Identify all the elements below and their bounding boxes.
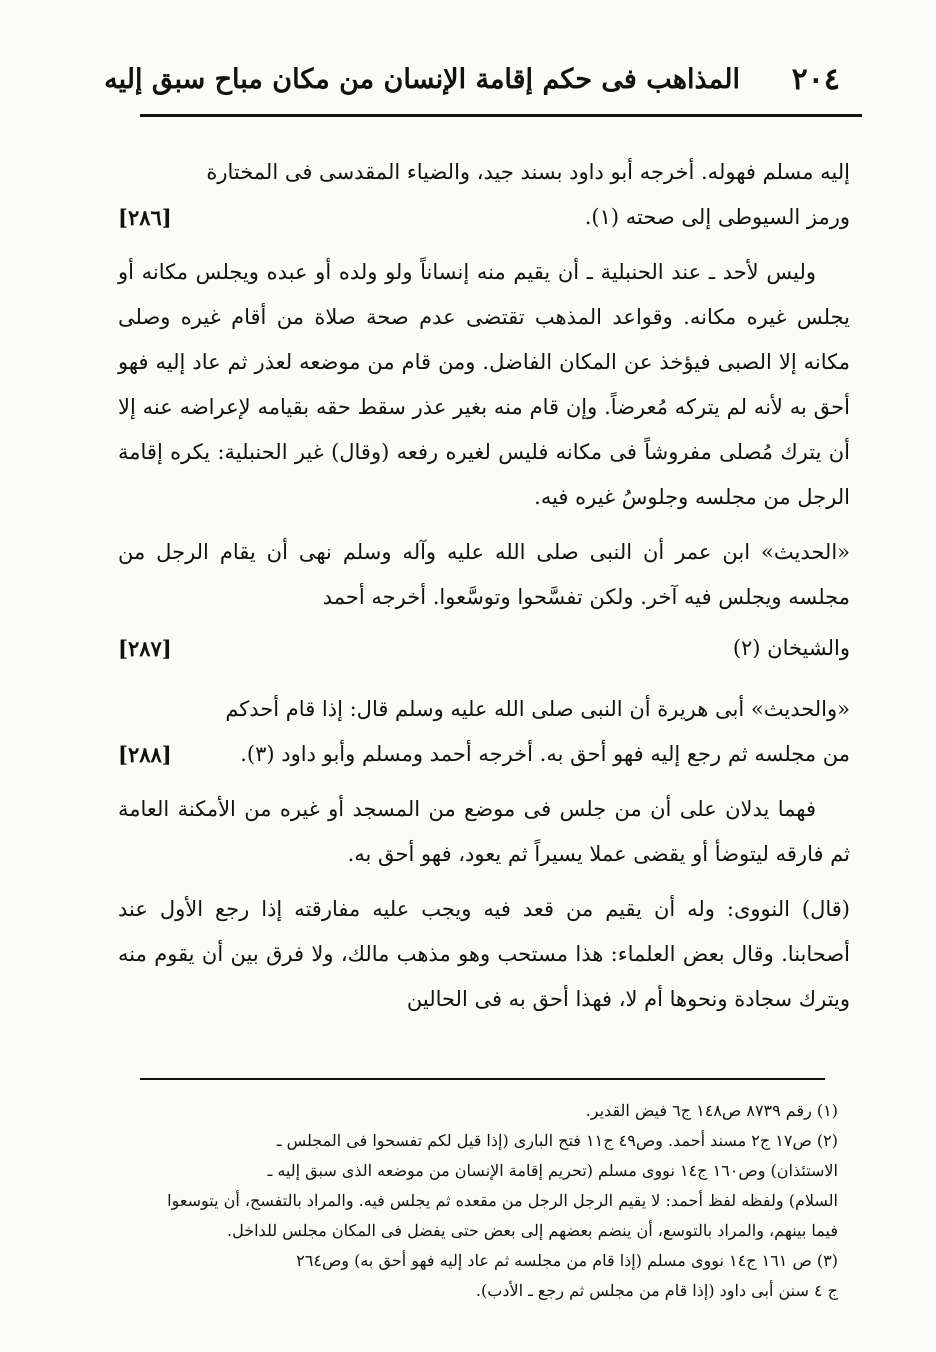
footnote-1: (١) رقم ٨٧٣٩ ص١٤٨ ج٦ فيض القدير. [585, 1101, 838, 1120]
footnote-2-line-2: الاستئذان) وص١٦٠ ج١٤ نووى مسلم (تحريم إقامة الإنسان من موضعه الذى سبق إليه ـ [267, 1161, 838, 1180]
paragraph-hadith-ibn-umar-last-line [118, 626, 850, 671]
page-header [104, 58, 850, 108]
footnote-2-line-4: فيما بينهم، والمراد بالتوسع، أن ينضم بعضهم إلى بعض حتى يفضل فى المكان مجلس للداخل. [227, 1221, 838, 1240]
reference-number-286: [٢٨٦] [118, 205, 172, 230]
paragraph-hadith-ibn-umar: «الحديث» ابن عمر أن النبى صلى الله عليه وآله وسلم نهى أن يقام الرجل من مجلسه ويجلس فيه آخر. ولكن تفسَّحوا وتوسَّعوا. أخرجه أحمد [118, 540, 850, 609]
paragraph-1-line-1: إليه مسلم فهوله. أخرجه أبو داود بسند جيد، والضياء المقدسى فى المختارة [206, 160, 850, 184]
paragraph-hadith-abu-hurayra: «والحديث» أبى هريرة أن النبى صلى الله عليه وسلم قال: إذا قام أحدكم [225, 697, 850, 721]
footnotes [118, 1096, 838, 1306]
running-title: المذاهب فى حكم إقامة الإنسان من مكان مباح سبق إليه [104, 64, 740, 95]
paragraph-1-line-2 [118, 195, 850, 240]
hadith-ibn-umar-last-text: والشيخان (٢) [732, 636, 850, 660]
footnote-3-line-2: ج ٤ سنن أبى داود (إذا قام من مجلس ثم رجع ـ الأدب). [475, 1281, 838, 1300]
reference-number-288: [٢٨٨] [118, 742, 172, 767]
paragraph-hadith-abu-hurayra-last-line [118, 732, 850, 777]
footnote-2-line-3: السلام) ولفظه لفظ أحمد: لا يقيم الرجل الرجل من مقعده ثم يجلس فيه. والمراد بالتفسح، أن يتوسعوا [167, 1191, 838, 1210]
page-number: ٢٠٤ [791, 62, 840, 97]
paragraph-1-line-2-text: ورمز السيوطى إلى صحته (١). [584, 205, 850, 229]
footnote-3-line-1: (٣) ص ١٦١ ج١٤ نووى مسلم (إذا قام من مجلسه ثم عاد إليه فهو أحق به) وص٢٦٤ [296, 1251, 838, 1270]
reference-number-287: [٢٨٧] [118, 636, 172, 661]
header-rule [140, 114, 862, 117]
paragraph-nawawi: (قال) النووى: وله أن يقيم من قعد فيه ويجب عليه مفارقته إذا رجع الأول عند أصحابنا. وقال بعض العلماء: هذا مستحب وهو مذهب مالك، ولا فرق بين أن يقوم منه ويترك سجادة ونحوها أم لا، فهذا أحق به فى الحالين [118, 897, 850, 1011]
footnote-2-line-1: (٢) ص١٧ ج٢ مسند أحمد. وص٤٩ ج١١ فتح البارى (إذا قيل لكم تفسحوا فى المجلس ـ [276, 1131, 838, 1150]
hadith-abu-hurayra-last-text: من مجلسه ثم رجع إليه فهو أحق به. أخرجه أحمد ومسلم وأبو داود (٣). [240, 742, 850, 766]
paragraph-hanbali: وليس لأحد ـ عند الحنبلية ـ أن يقيم منه إنساناً ولو ولده أو عبده ويجلس مكانه أو يجلس غيره مكانه. وقواعد المذهب تقتضى عدم صحة صلاة من أقام غيره وصلى مكانه إلا الصبى فيؤخذ عن المكان الفاضل. ومن قام من موضعه لعذر ثم عاد إليه فهو أحق به لأنه لم يتركه مُعرضاً. وإن قام منه بغير عذر سقط حقه بقيامه لإعراضه عنه إلا أن يترك مُصلى مفروشاً فى مكانه فليس لغيره رفعه (وقال) غير الحنبلية: يكره إقامة الرجل من مجلسه وجلوسُ غيره فيه. [118, 260, 850, 509]
footnote-rule [140, 1078, 825, 1080]
main-text [118, 150, 850, 1028]
paragraph-commentary: فهما يدلان على أن من جلس فى موضع من المسجد أو غيره من الأمكنة العامة ثم فارقه ليتوضأ أو يقضى عملا يسيراً ثم يعود، فهو أحق به. [118, 797, 850, 866]
